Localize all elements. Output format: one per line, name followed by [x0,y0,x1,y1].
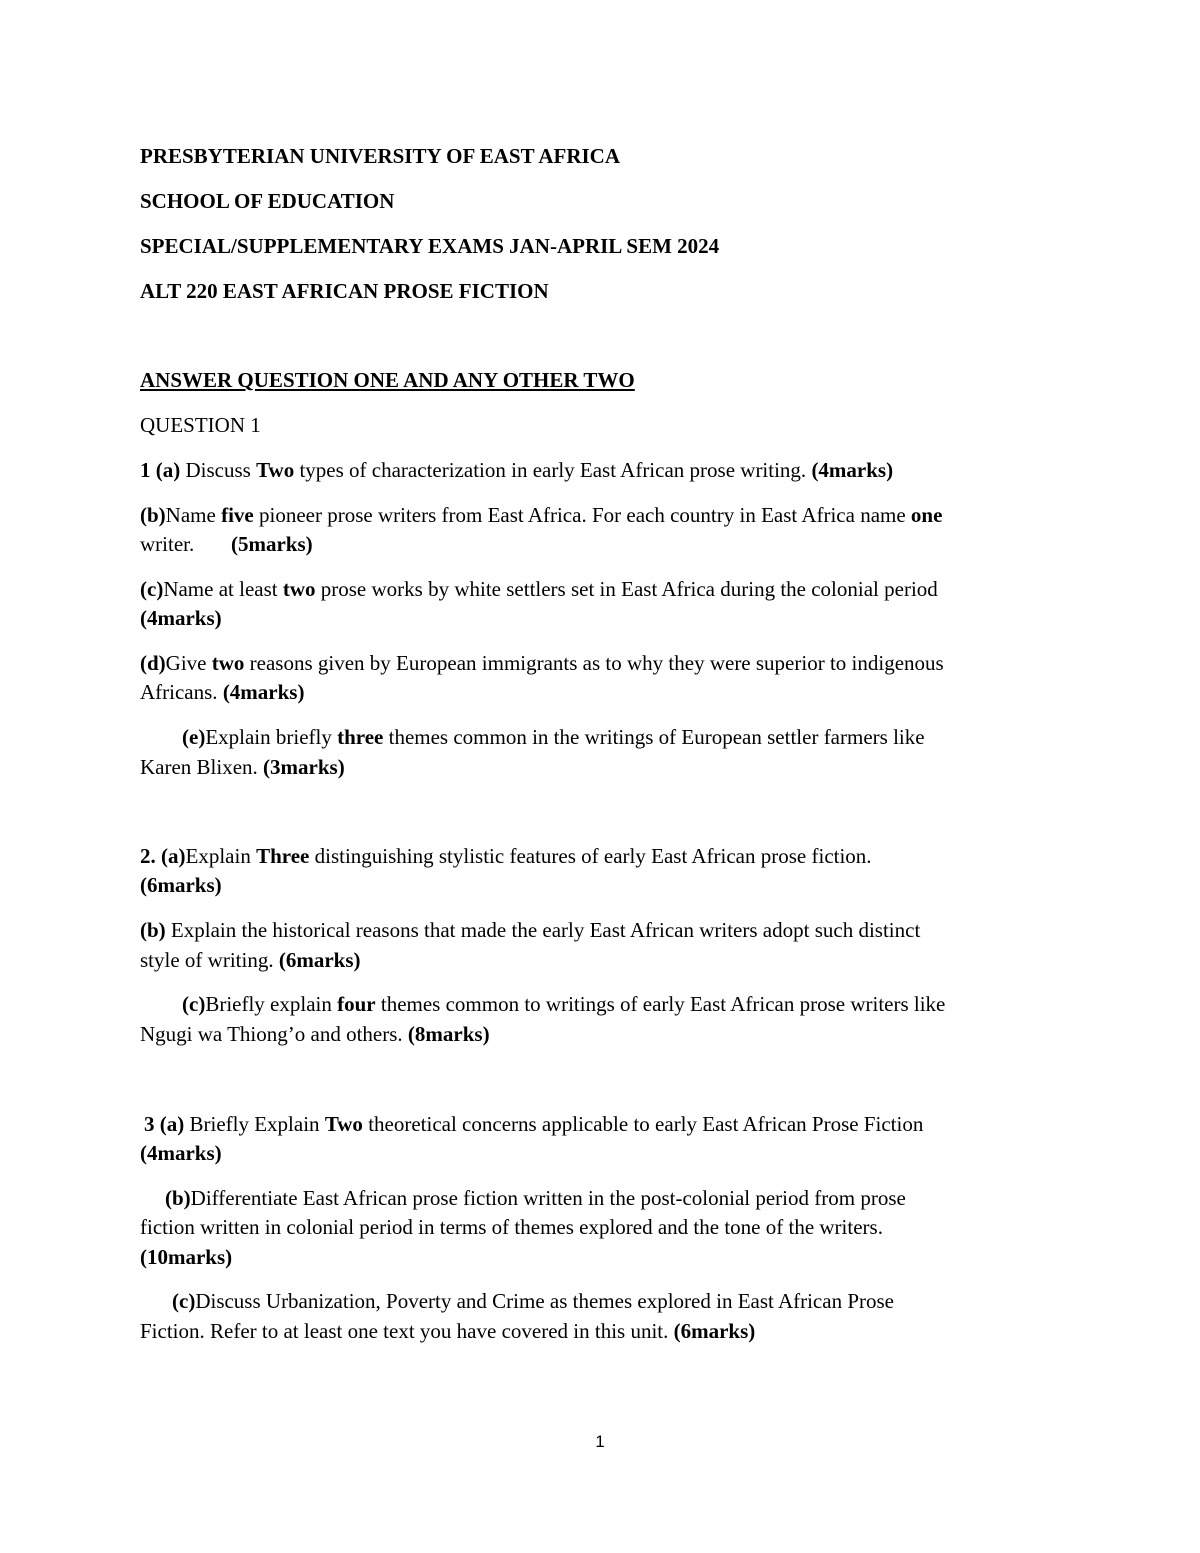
q2a-line-1 [140,841,872,871]
instructions: ANSWER QUESTION ONE AND ANY OTHER TWO [140,368,635,392]
q1e-line-2 [140,752,345,782]
q2b-number: (b) [140,918,166,942]
q1b-text-3: writer. [140,532,231,556]
q1a-number: 1 (a) [140,458,181,482]
q3c-line-2 [140,1316,755,1346]
q3c-marks: (6marks) [673,1319,756,1343]
q1d-number: (d) [140,651,166,675]
q1a-text-2: types of characterization in early East African prose writing. [294,458,812,482]
q2a-number: 2. (a) [140,844,186,868]
q1d-text-1: Give [165,651,212,675]
q1c-emphasis: two [282,577,316,601]
q1c-number: (c) [140,577,164,601]
course-title: ALT 220 EAST AFRICAN PROSE FICTION [140,279,549,303]
q1d-marks: (4marks) [222,680,305,704]
q1b-marks: (5marks) [230,532,313,556]
q1d-text-3: Africans. [140,680,223,704]
q2a-text-1: Explain [185,844,257,868]
q1e-marks: (3marks) [263,755,345,779]
q2c-line-1 [182,989,945,1019]
q2a-marks: (6marks) [140,873,222,897]
q3b-marks: (10marks) [140,1245,233,1269]
q2c-text-3: Ngugi wa Thiong’o and others. [140,1022,408,1046]
q3b-text-1: Differentiate East African prose fiction written in the post-colonial period from prose [190,1186,906,1210]
q3a-marks: (4marks) [140,1141,222,1165]
q1d-emphasis: two [211,651,245,675]
q1c-line-2 [140,603,222,633]
q3c-number: (c) [172,1289,196,1313]
page-number: 1 [595,1432,605,1451]
university-name: PRESBYTERIAN UNIVERSITY OF EAST AFRICA [140,144,620,168]
q2b-marks: (6marks) [278,948,361,972]
q3a-text-1: Briefly Explain [184,1112,325,1136]
q1a-emphasis: Two [256,458,295,482]
q2a-line-2 [140,870,222,900]
q2b-text-1: Explain the historical reasons that made the early East African writers adopt such distinct [165,918,921,942]
q1d-text-2: reasons given by European immigrants as to why they were superior to indigenous [244,651,944,675]
q2b-line-1 [140,915,920,945]
q2a-text-2: distinguishing stylistic features of early East African prose fiction. [309,844,872,868]
exam-title: SPECIAL/SUPPLEMENTARY EXAMS JAN-APRIL SEM 2024 [140,234,720,258]
q3b-line-1 [165,1183,906,1213]
q2c-emphasis: four [337,992,376,1016]
q1b-line-1 [140,500,942,530]
q3c-line-1 [172,1286,894,1316]
q1b-emphasis-1: five [221,503,254,527]
q1e-number: (e) [182,725,206,749]
q1a-marks: (4marks) [811,458,894,482]
q3a-text-2: theoretical concerns applicable to early East African Prose Fiction [362,1112,924,1136]
q2a-emphasis: Three [256,844,310,868]
q3a-emphasis: Two [324,1112,363,1136]
q1d-line-1 [140,648,944,678]
q2c-number: (c) [182,992,206,1016]
question-1-title: QUESTION 1 [140,413,261,437]
q1b-text-2: pioneer prose writers from East Africa. For each country in East Africa name [253,503,911,527]
q1c-marks: (4marks) [140,606,222,630]
q3c-text-1: Discuss Urbanization, Poverty and Crime as themes explored in East African Prose [195,1289,894,1313]
q1b-emphasis-2: one [910,503,943,527]
q1b-text-1: Name [165,503,222,527]
q1c-text-1: Name at least [163,577,283,601]
q1e-text-3: Karen Blixen. [140,755,264,779]
q3a-line-1 [144,1109,923,1139]
q2c-text-2: themes common to writings of early East African prose writers like [375,992,946,1016]
q3c-text-2: Fiction. Refer to at least one text you have covered in this unit. [140,1319,674,1343]
q1e-text-1: Explain briefly [205,725,338,749]
q1e-emphasis: three [337,725,384,749]
q2b-line-2 [140,945,360,975]
q3b-text-2: fiction written in colonial period in terms of themes explored and the tone of the writers. [140,1215,883,1239]
q3a-line-2 [140,1138,222,1168]
q1c-text-2: prose works by white settlers set in East Africa during the colonial period [315,577,938,601]
q3b-line-3 [140,1242,232,1272]
school-name: SCHOOL OF EDUCATION [140,189,395,213]
q1c-line-1 [140,574,938,604]
q2b-text-2: style of writing. [140,948,279,972]
q1a-line [140,455,893,485]
q2c-text-1: Briefly explain [205,992,338,1016]
q1d-line-2 [140,677,304,707]
q2c-marks: (8marks) [407,1022,490,1046]
q1e-text-2: themes common in the writings of European settler farmers like [383,725,925,749]
q2c-line-2 [140,1019,490,1049]
q3a-number: 3 (a) [144,1112,185,1136]
q3b-number: (b) [165,1186,191,1210]
q1b-line-2 [140,529,313,559]
q1e-line-1 [182,722,925,752]
q1b-number: (b) [140,503,166,527]
q1a-text-1: Discuss [180,458,257,482]
q3b-line-2 [140,1212,883,1242]
